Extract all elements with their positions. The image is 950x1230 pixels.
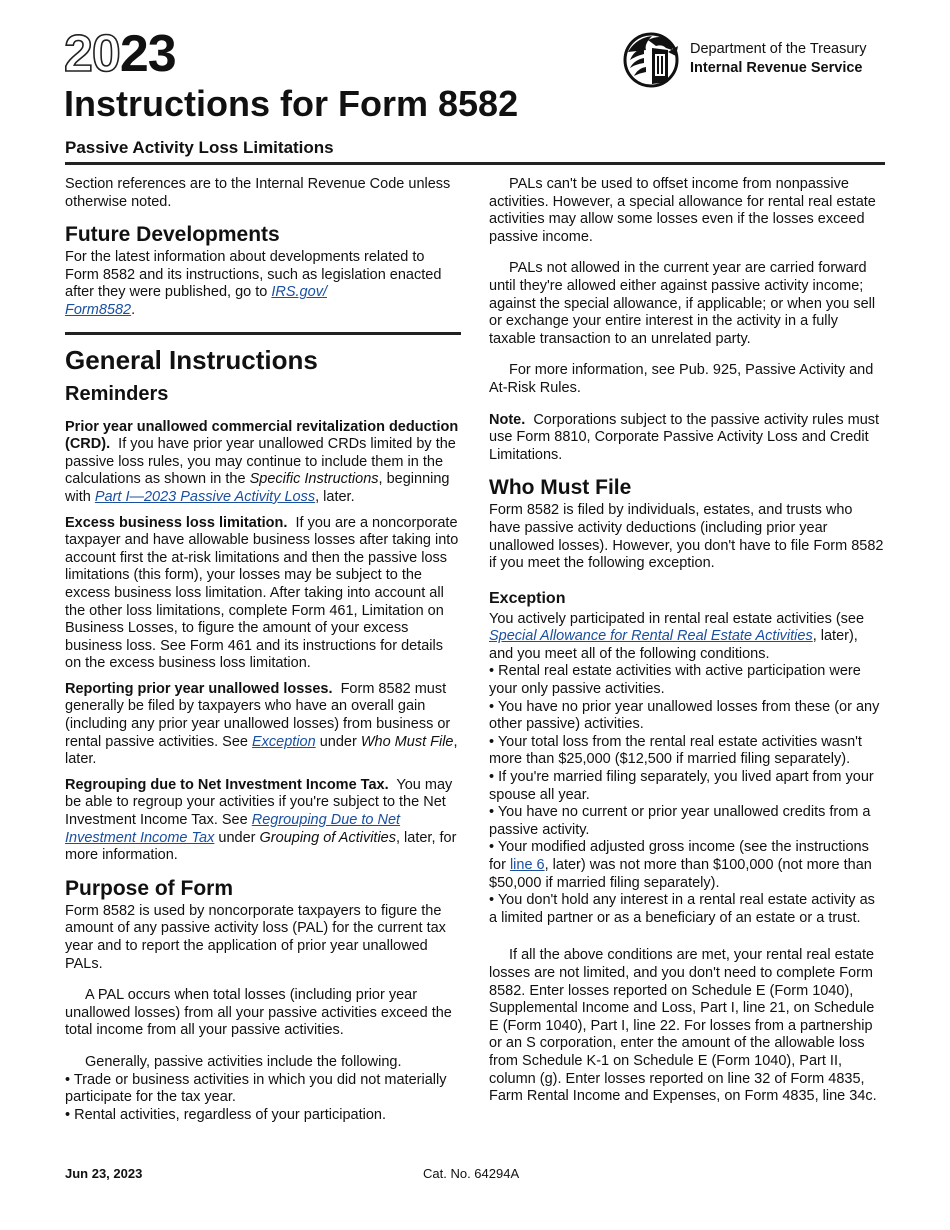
irs-gov-link[interactable]: IRS.gov/ Form8582: [65, 284, 327, 318]
right-p3: For more information, see Pub. 925, Passive Activity and At-Risk Rules.: [489, 362, 874, 396]
exception-bullet: • You have no prior year unallowed losses from these (or any other passive) activities.: [489, 698, 880, 733]
page-title: Instructions for Form 8582: [64, 83, 519, 124]
right-p2: PALs not allowed in the current year are carried forward until they're allowed either against passive activity income; against the special allowance, if applicable; or when you sell or exchange your entire interest in the activity in a fully taxable transaction to an unrelated party.: [489, 260, 876, 347]
line-6-link[interactable]: line 6: [509, 857, 545, 873]
section-divider: [65, 332, 461, 335]
header-divider: [65, 162, 885, 165]
who-must-file-text: Form 8582 is filed by individuals, estates, and trusts who have passive activity deductions (including prior year unallowed losses). However, you don't have to file Form 8582 if you meet the following exception.: [489, 502, 884, 572]
page-subtitle: Passive Activity Loss Limitations: [65, 138, 334, 157]
reminders-heading: Reminders: [65, 382, 169, 405]
right-column: [489, 176, 885, 1106]
agency-line-2: Internal Revenue Service: [690, 60, 863, 76]
agency-line-1: Department of the Treasury: [690, 41, 867, 57]
agency-block: [622, 30, 867, 88]
regrouping-paragraph: Regrouping due to Net Investment Income Tax. You may be able to regroup your activities if you're subject to the Net Investment Income Tax. See Regrouping Due to Net Investment Income Tax under Grouping of Activities, later, for more information.: [65, 776, 457, 864]
footer-date: Jun 23, 2023: [65, 1166, 143, 1181]
final-paragraph: If all the above conditions are met, your rental real estate losses are not limited, and you don't need to complete Form 8582. Enter losses reported on Schedule E (Form 1040), Supplemental Income and Loss, Part I, line 21, on Schedule E (Form 1040), Part I, line 22. For losses from a partnership or an S corporation, enter the amount of the allowable loss from Schedule K-1 on Schedule E (Form 1040), Part II, column (g). Enter losses reported on line 32 of Form 4835, Farm Rental Income and Expenses, on Form 4835, line 34c.: [489, 947, 877, 1105]
exception-link[interactable]: Exception: [251, 733, 316, 750]
crd-paragraph: Prior year unallowed commercial revitalization deduction (CRD). If you have prior year unallowed CRDs limited by the passive loss rules, you may continue to include them in the calculations as shown in the Specific Instructions, beginning with Part I—2023 Passive Activity Loss, later.: [65, 418, 459, 505]
purpose-bullet: • Trade or business activities in which you did not materially participate for the tax year.: [65, 1071, 447, 1106]
reporting-paragraph: Reporting prior year unallowed losses. Form 8582 must generally be filed by taxpayers who have an overall gain (including any prior year unallowed losses) from business or rental passive activities. See Exception under Who Must File, later.: [65, 680, 458, 768]
purpose-p2: A PAL occurs when total losses (including prior year unallowed losses) from all your passive activities exceed the total income from all your passive activities.: [65, 987, 452, 1039]
general-instructions-heading: General Instructions: [65, 344, 318, 375]
exception-bullet: • You don't hold any interest in a rental real estate activity as a limited partner or as a beneficiary of an estate or a trust.: [489, 892, 875, 926]
purpose-p3: Generally, passive activities include the following.: [85, 1053, 402, 1070]
irs-eagle-logo-icon: [622, 30, 684, 88]
year-label: 2023: [64, 25, 176, 83]
ebl-paragraph: Excess business loss limitation. If you are a noncorporate taxpayer and have allowable business losses after taking into account first the at-risk limitations and then the passive loss limitations (this form), your losses may be subject to the excess business loss limitation. After taking into account all the other loss limitations, complete Form 461, Limitation on Business Losses, to figure the amount of your excess business loss. See Form 461 and its instructions for details on the excess business loss limitation.: [65, 514, 459, 672]
exception-heading: Exception: [489, 589, 566, 607]
note-paragraph: Note. Corporations subject to the passive activity rules must use Form 8810, Corporate Passive Activity Loss and Credit Limitations.: [489, 411, 880, 463]
exception-bullet: • If you're married filing separately, you lived apart from your spouse all year.: [489, 769, 874, 803]
left-column: [65, 176, 461, 1124]
right-p1: PALs can't be used to offset income from nonpassive activities. However, a special allowance for rental real estate activities may allow some losses even if the losses exceed passive income.: [489, 176, 876, 245]
special-allowance-link[interactable]: Special Allowance for Rental Real Estate Activities: [489, 628, 813, 645]
footer-cat-number: Cat. No. 64294A: [423, 1166, 520, 1181]
who-must-file-heading: Who Must File: [489, 476, 632, 500]
intro-text: Section references are to the Internal Revenue Code unless otherwise noted.: [65, 176, 451, 210]
purpose-p1: Form 8582 is used by noncorporate taxpayers to figure the amount of any passive activity loss (PAL) for the current tax year and to report the application of prior year unallowed PALs.: [65, 902, 446, 972]
exception-text: You actively participated in rental real estate activities (see Special Allowance for Rental Real Estate Activities, later), and you meet all of the following conditions.: [489, 610, 865, 662]
future-developments-text: For the latest information about developments related to Form 8582 and its instructions, such as legislation enacted after they were published, go to IRS.gov/ Form8582.: [65, 249, 442, 318]
regrouping-link[interactable]: Regrouping Due to Net Investment Income Tax: [65, 812, 401, 846]
purpose-heading: Purpose of Form: [65, 876, 234, 900]
exception-bullet: • Your total loss from the rental real estate activities wasn't more than $25,000 ($12,500 if married filing separately).: [489, 733, 862, 768]
exception-bullet: • Your modified adjusted gross income (see the instructions for line 6, later) was not more than $100,000 (not more than $50,000 if married filing separately).: [489, 839, 872, 891]
purpose-bullet: • Rental activities, regardless of your participation.: [65, 1106, 387, 1123]
exception-bullet: • You have no current or prior year unallowed credits from a passive activity.: [489, 804, 871, 838]
part-i-link[interactable]: Part I—2023 Passive Activity Loss: [94, 488, 316, 505]
future-developments-heading: Future Developments: [65, 223, 280, 247]
exception-bullet: • Rental real estate activities with active participation were your only passive activities.: [489, 663, 861, 698]
